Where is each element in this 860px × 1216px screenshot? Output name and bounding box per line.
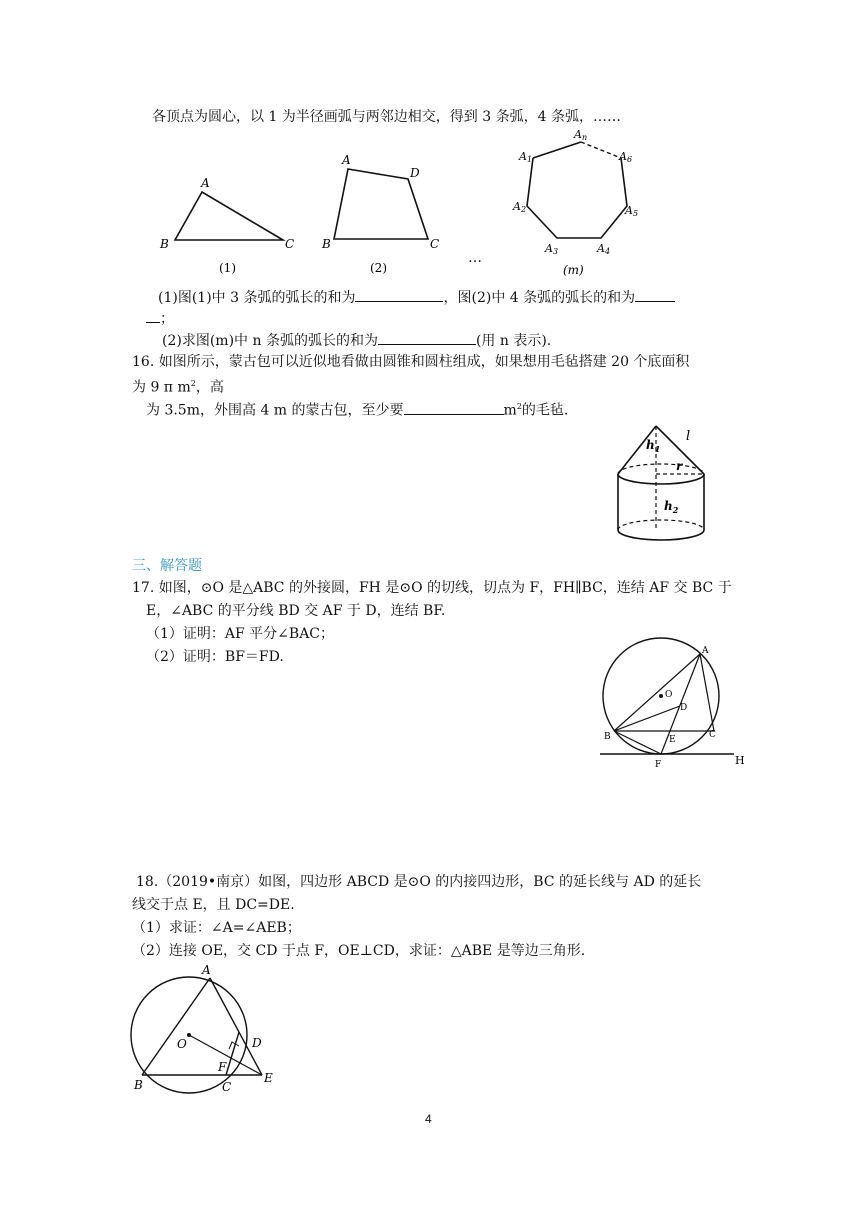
answer-blank[interactable]: [355, 287, 443, 302]
q18-part2: （2）连接 OE，交 CD 于点 F，OE⊥CD，求证：△ABE 是等边三角形.: [132, 943, 586, 959]
figure-caption-1: (1): [219, 261, 236, 275]
label-b: B: [134, 1078, 143, 1092]
label-a: A: [342, 155, 351, 167]
label-l: l: [686, 429, 691, 444]
label-c: C: [430, 237, 440, 251]
label-a2: A2: [513, 200, 527, 214]
q18-line1: 18.（2019•南京）如图，四边形 ABCD 是⊙O 的内接四边形，BC 的延长线与 AD 的延长: [136, 874, 702, 890]
label-h: H: [735, 754, 745, 767]
figure-polygon: [505, 128, 645, 284]
label-c: C: [285, 237, 295, 251]
label-c: C: [222, 1080, 232, 1094]
figure-q18-circle: [126, 958, 291, 1102]
label-an: An: [574, 128, 588, 142]
figure-triangle: [155, 170, 305, 284]
label-o: O: [665, 690, 673, 700]
label-f: F: [218, 1060, 227, 1074]
label-h2: $h_2$: [664, 499, 679, 515]
label-a: A: [201, 176, 210, 190]
label-f: F: [655, 760, 662, 770]
section-title: 三、解答题: [132, 558, 202, 574]
label-e: E: [669, 735, 676, 745]
label-a: A: [702, 646, 709, 656]
label-b: B: [604, 732, 611, 742]
label-h1: $h_1$: [646, 438, 661, 454]
q17-part1: （1）证明：AF 平分∠BAC；: [146, 626, 335, 642]
q18-part1: （1）求证：∠A=∠AEB；: [132, 920, 301, 936]
label-d: D: [252, 1036, 262, 1050]
figure-yurt: [612, 422, 722, 556]
q16-line1: 16. 如图所示，蒙古包可以近似地看做由圆锥和圆柱组成，如果想用毛毡搭建 20 个底面积: [132, 354, 690, 370]
label-a6: A6: [619, 150, 633, 164]
label-a4: A4: [597, 242, 611, 256]
page-number: 4: [425, 1112, 432, 1126]
label-r: r: [676, 459, 683, 473]
figure-q17-circle: [596, 636, 756, 776]
answer-blank[interactable]: [146, 308, 160, 323]
q15-part1-cont: ；: [146, 308, 174, 329]
q17-line1: 17. 如图，⊙O 是△ABC 的外接圆，FH 是⊙O 的切线，切点为 F，FH∥BC，连结 AF 交 BC 于: [132, 580, 732, 596]
label-b: B: [160, 237, 169, 251]
q17-line2: E，∠ABC 的平分线 BD 交 AF 于 D，连结 BF.: [146, 603, 446, 619]
label-a5: A5: [625, 204, 639, 218]
label-e: E: [264, 1071, 273, 1085]
label-a: A: [202, 963, 211, 977]
label-o: O: [177, 1037, 187, 1051]
answer-blank[interactable]: [404, 400, 504, 415]
label-d: D: [680, 703, 688, 713]
intro-text: 各顶点为圆心，以 1 为半径画弧与两邻边相交，得到 3 条弧，4 条弧，……: [152, 109, 621, 125]
q16-line3: 为 3.5m，外围高 4 m 的蒙古包，至少要 $m^2$的毛毡.: [146, 397, 568, 421]
label-d: D: [410, 166, 420, 180]
answer-blank[interactable]: [378, 330, 476, 345]
q15-part1: (1)图(1)中 3 条弧的弧长的和为 ，图(2)中 4 条弧的弧长的和为: [158, 287, 675, 308]
q16-line2: 为 9 π $m^2$，高: [132, 379, 224, 396]
figure-caption-m: (m): [563, 263, 584, 277]
q15-part2: (2)求图(m)中 n 条弧的弧长的和为 (用 n 表示).: [162, 330, 551, 351]
figure-caption-2: (2): [370, 261, 387, 275]
q17-part2: （2）证明：BF＝FD.: [146, 649, 284, 665]
figure-quadrilateral: [320, 155, 450, 284]
label-a3: A3: [545, 242, 559, 256]
label-a1: A1: [519, 150, 533, 164]
q18-line2: 线交于点 E，且 DC=DE.: [132, 897, 295, 913]
label-b: B: [322, 237, 331, 251]
answer-blank[interactable]: [635, 287, 675, 302]
label-c: C: [709, 730, 716, 740]
figure-ellipsis: …: [468, 250, 482, 266]
